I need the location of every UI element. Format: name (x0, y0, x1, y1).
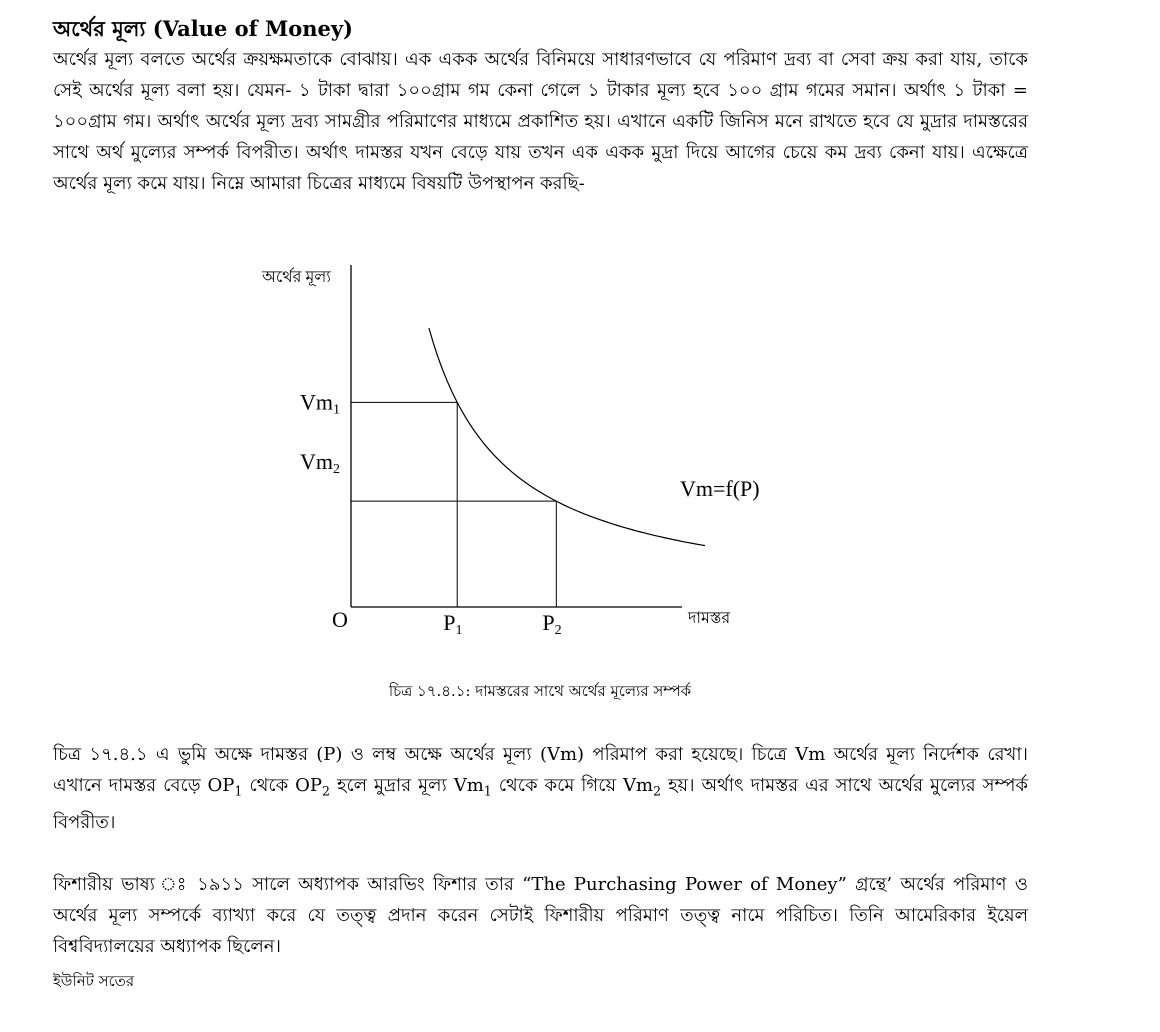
explanation-text-1: চিত্র ১৭.৪.১ এ ভুমি অক্ষে দামস্তর (P) ও লম্ব অক্ষে অর্থের মূল্য (Vm) পরিমাপ করা হয়েছে। চিত্রে Vm অর্থের মূল্য নির্দেশক রেখা। এখানে দামস্তর বেড়ে OP (53, 744, 1028, 796)
y-tick-label-1: Vm1 (300, 389, 340, 418)
subscript-1: 1 (234, 783, 243, 799)
x-axis-label: দামস্তর (688, 610, 731, 627)
y-tick-label-2: Vm2 (300, 448, 340, 477)
page-footer: ইউনিট সতের (53, 972, 135, 990)
fisher-paragraph: ফিশারীয় ভাষ্য ঃ ১৯১১ সালে অধ্যাপক আরভিং ফিশার তার “The Purchasing Power of Money” গ্রন্থে’ অর্থের পরিমাণ ও অর্থের মূল্য সম্পর্কে ব্যাখ্যা করে যে তত্ত্ব প্রদান করেন সেটাই ফিশারীয় পরিমাণ তত্ত্ব নামে পরিচিত। তিনি আমেরিকার ইয়েল বিশ্ববিদ্যালয়ের অধ্যাপক ছিলেন। (53, 874, 1028, 957)
explanation-paragraph (53, 739, 1028, 838)
y-axis-label: অর্থের মূল্য (262, 269, 331, 286)
section-heading: অর্থের মূল্য (Value of Money) (53, 16, 353, 41)
explanation-text-5: হয়। অর্থাৎ দামস্তর এর সাথে অর্থের মুল্যের সম্পর্ক বিপরীত। (53, 775, 1029, 833)
explanation-text-4: থেকে কমে গিয়ে Vm (491, 775, 654, 796)
intro-paragraph: অর্থের মূল্য বলতে অর্থের ক্রয়ক্ষমতাকে বোঝায়। এক একক অর্থের বিনিময়ে সাধারণভাবে যে পরিমাণ দ্রব্য বা সেবা ক্রয় করা যায়, তাকে সেই অর্থের মূল্য বলা হয়। যেমন- ১ টাকা দ্বারা ১০০গ্রাম গম কেনা গেলে ১ টাকার মূল্য হবে ১০০ গ্রাম গমের সমান। অর্থাৎ ১ টাকা = ১০০গ্রাম গম। অর্থাৎ অর্থের মূল্য দ্রব্য সামগ্রীর পরিমাণের মাধ্যমে প্রকাশিত হয়। এখানে একটি জিনিস মনে রাখতে হবে যে মুদ্রার দামস্তরের সাথে অর্থ মুল্যের সম্পর্ক বিপরীত। অর্থাৎ দামস্তর যখন বেড়ে যায় তখন এক একক মুদ্রা দিয়ে আগের চেয়ে কম দ্রব্য কেনা যায়। এক্ষেত্রে অর্থের মূল্য কমে যায়। নিম্নে আমারা চিত্রের মাধ্যমে বিষয়টি উপস্থাপন করছি- (53, 49, 1028, 194)
subscript-3: 1 (483, 783, 492, 799)
x-tick-label-2: P2 (542, 610, 562, 638)
figure-caption: চিত্র ১৭.৪.১: দামস্তরের সাথে অর্থের মূল্যের সম্পর্ক (388, 682, 692, 700)
curve-label: Vm=f(P) (680, 476, 760, 501)
subscript-2: 2 (322, 783, 331, 799)
explanation-text-3: হলে মুদ্রার মূল্য Vm (330, 775, 484, 796)
subscript-4: 2 (653, 783, 662, 799)
value-of-money-chart (250, 255, 810, 655)
origin-label: O (332, 607, 348, 632)
x-tick-label-1: P1 (443, 610, 463, 638)
value-of-money-curve (429, 328, 705, 546)
explanation-text-2: থেকে OP (242, 775, 323, 796)
